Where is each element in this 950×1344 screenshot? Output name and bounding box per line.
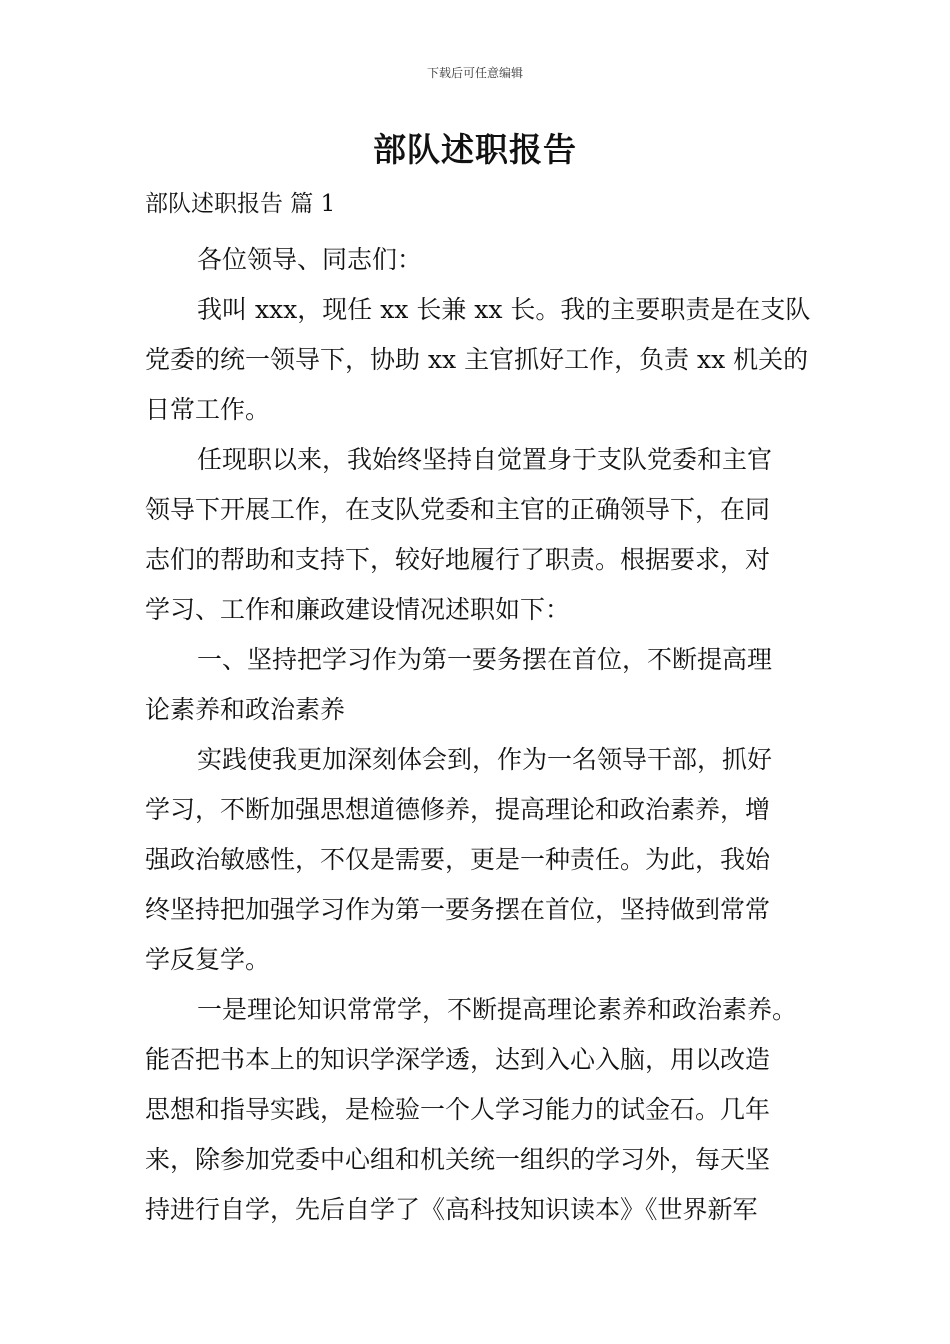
text-line: 强政治敏感性，不仅是需要，更是一种责任。为此，我始 [145, 845, 771, 874]
text-line: 志们的帮助和支持下，较好地履行了职责。根据要求，对 [145, 545, 771, 574]
text-line: 任现职以来，我始终坚持自觉置身于支队党委和主官 [197, 445, 773, 474]
text-line: 日常工作。 [145, 395, 271, 424]
text-line: 终坚持把加强学习作为第一要务摆在首位，坚持做到常常 [145, 895, 771, 924]
document-body [145, 179, 810, 1235]
text-line: 思想和指导实践，是检验一个人学习能力的试金石。几年 [145, 1095, 771, 1124]
text-line: 领导下开展工作，在支队党委和主官的正确领导下，在同 [145, 495, 771, 524]
text-line: 来，除参加党委中心组和机关统一组织的学习外，每天坚 [145, 1145, 771, 1174]
salutation: 各位领导、同志们： [197, 245, 423, 274]
text-line: 党委的统一领导下，协助 xx 主官抓好工作，负责 xx 机关的 [145, 345, 809, 374]
text-line: 论素养和政治素养 [145, 695, 346, 724]
header-note: 下载后可任意编辑 [426, 66, 523, 80]
document-title: 部队述职报告 [373, 130, 577, 169]
body-text [145, 285, 810, 1235]
text-line: 学反复学。 [145, 945, 271, 974]
text-line: 一、坚持把学习作为第一要务摆在首位，不断提高理 [197, 645, 773, 674]
text-line: 我叫 xxx，现任 xx 长兼 xx 长。我的主要职责是在支队 [197, 295, 811, 324]
text-line: 持进行自学，先后自学了《高科技知识读本》《世界新军 [145, 1195, 758, 1224]
section-subtitle: 部队述职报告 篇 1 [145, 191, 336, 217]
text-line: 学习、工作和廉政建设情况述职如下： [145, 595, 571, 624]
text-line: 一是理论知识常常学，不断提高理论素养和政治素养。 [197, 995, 798, 1024]
text-line: 学习，不断加强思想道德修养，提高理论和政治素养，增 [145, 795, 771, 824]
text-line: 能否把书本上的知识学深学透，达到入心入脑，用以改造 [145, 1045, 771, 1074]
text-line: 实践使我更加深刻体会到，作为一名领导干部，抓好 [197, 745, 773, 774]
